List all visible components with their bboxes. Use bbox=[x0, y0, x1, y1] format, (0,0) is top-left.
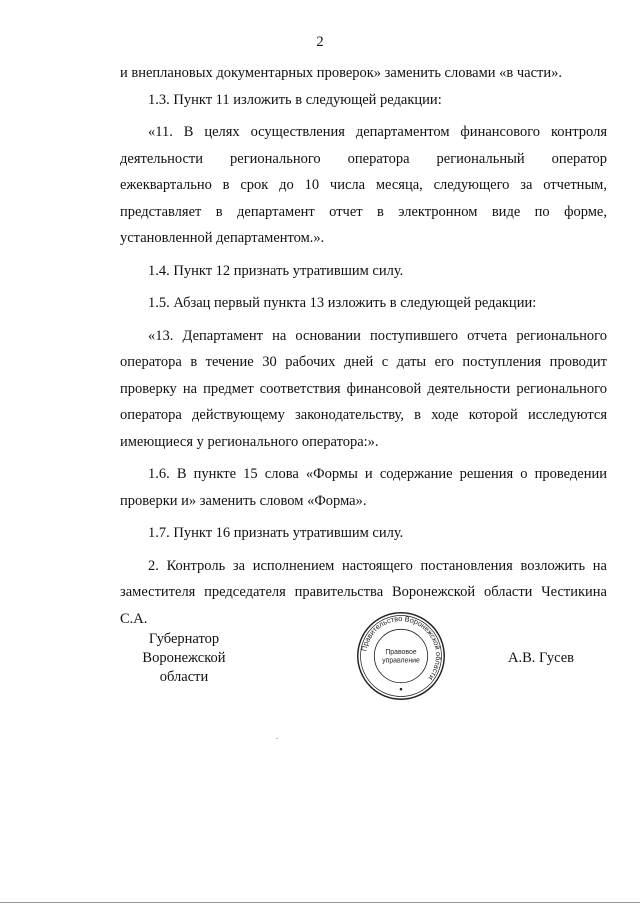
paragraph-1-7: 1.7. Пункт 16 признать утратившим силу. bbox=[148, 525, 404, 541]
paragraph-clause-13: «13. Департамент на основании поступившего отчета регионального оператора в течение 30 рабочих дней с даты его поступления проводит проверку на предмет соответствия финансовой деятельности регионального оператора действующему законодательству, в ходе которой исследуются имеющиеся у регионального оператора:». bbox=[120, 327, 607, 450]
document-body bbox=[120, 60, 607, 638]
signatory-title-line1: Губернатор bbox=[148, 631, 220, 647]
bottom-rule bbox=[0, 902, 640, 903]
paragraph-clause-11: «11. В целях осуществления департаментом финансового контроля деятельности регионального оператора региональный оператор ежеквартально в срок до 10 числа месяца, следующего за отчетным, представляет в департамент отчет в электронном виде по форме, установленной департаментом.». bbox=[120, 124, 607, 246]
signatory-name: А.В. Гусев bbox=[508, 650, 574, 666]
svg-text:управление: управление bbox=[382, 657, 420, 665]
paragraph-1-3: 1.3. Пункт 11 изложить в следующей редакции: bbox=[148, 91, 442, 108]
svg-text:Правительство Воронежской обла: Правительство Воронежской области bbox=[359, 614, 444, 683]
signatory-title bbox=[118, 630, 250, 687]
paragraph-1-5: 1.5. Абзац первый пункта 13 изложить в следующей редакции: bbox=[148, 295, 537, 311]
signature-block bbox=[0, 614, 640, 710]
scan-dot bbox=[276, 738, 278, 739]
page-number: 2 bbox=[316, 34, 324, 50]
paragraph-2: 2. Контроль за исполнением настоящего постановления возложить на заместителя председателя правительства Воронежской области Честикина С.А. bbox=[120, 557, 607, 627]
paragraph-1-4: 1.4. Пункт 12 признать утратившим силу. bbox=[148, 262, 404, 279]
paragraph-1-6: 1.6. В пункте 15 слова «Формы и содержание решения о проведении проверки и» заменить словом «Форма». bbox=[120, 466, 607, 509]
signatory-title-line2: Воронежской области bbox=[142, 650, 226, 685]
paragraph-continuation: и внеплановых документарных проверок» заменить словами «в части». bbox=[120, 65, 562, 81]
official-stamp bbox=[355, 610, 447, 702]
svg-text:Правовое: Правовое bbox=[385, 649, 417, 657]
